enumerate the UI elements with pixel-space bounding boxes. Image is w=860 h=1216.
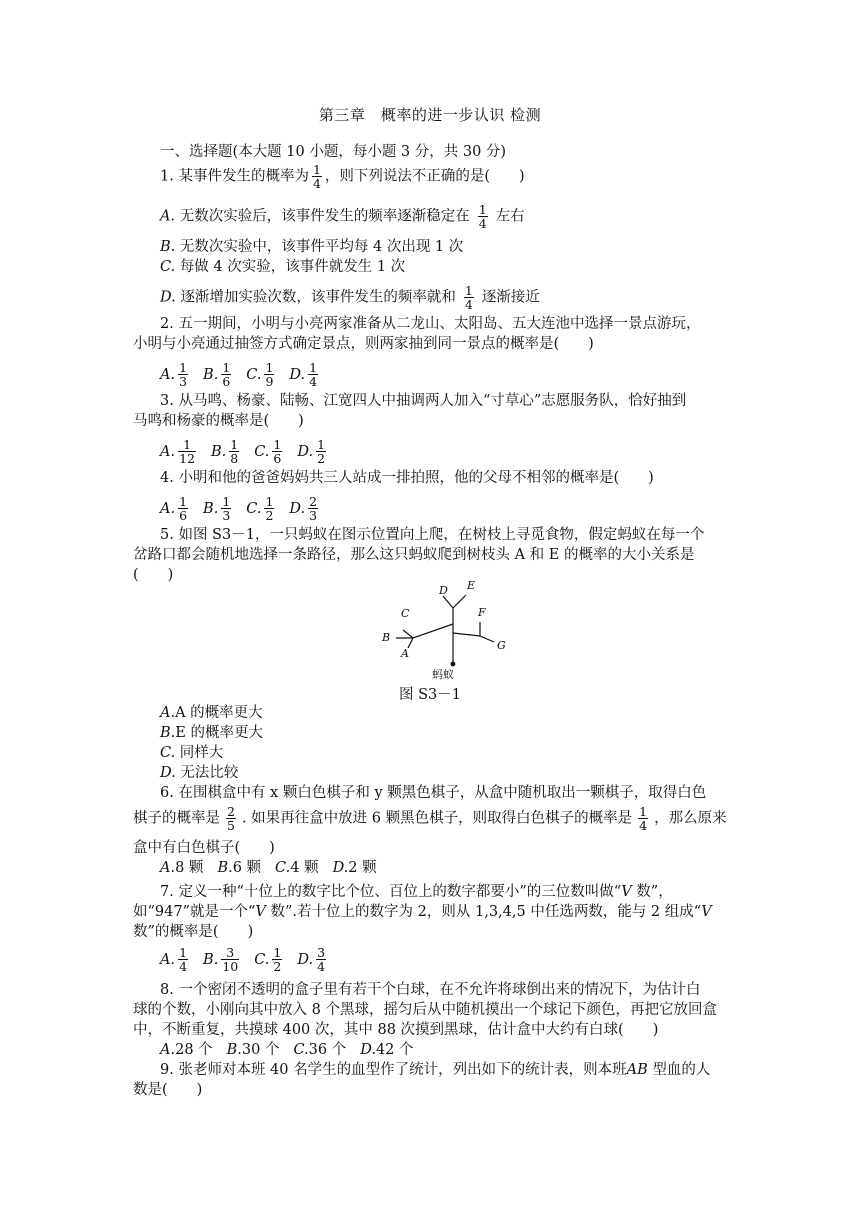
question-1-option-c: [160, 257, 740, 277]
question-3-line-1: 3. 从马鸣、杨豪、陆畅、江宽四人中抽调两人加入“寸草心”志愿服务队，恰好抽到: [160, 393, 687, 409]
option-label: C.: [246, 366, 262, 383]
question-1-option-a: [160, 203, 740, 230]
question-1-option-b: [160, 237, 740, 257]
text: ，那么原来: [654, 810, 727, 827]
question-7-options: [160, 946, 740, 973]
label-d: D: [439, 584, 448, 597]
option-label: A.: [160, 860, 176, 876]
option-a: [160, 437, 199, 466]
numerator: 1: [317, 437, 326, 452]
option-d: [333, 860, 377, 876]
numerator: 1: [222, 494, 231, 509]
fraction: [316, 438, 326, 465]
tree-branch-diagram: [370, 578, 520, 682]
fraction: [264, 495, 274, 522]
option-label: B.: [160, 239, 176, 255]
fraction: [178, 495, 188, 522]
numerator: 1: [222, 360, 231, 375]
question-6-line-1: 6. 在围棋盒中有 x 颗白色棋子和 y 颗黑色棋子，从盒中随机取出一颗棋子，取得白色: [160, 785, 707, 801]
v-letter: V: [701, 904, 712, 920]
text: ，则下列说法不正确的是( ): [324, 168, 525, 185]
option-a: [160, 360, 191, 389]
question-5-line-3: ( ): [133, 567, 174, 583]
option-a: [160, 494, 191, 523]
option-c: [254, 945, 285, 974]
question-5-option-c: [160, 743, 740, 763]
text: 棋子的概率是: [133, 810, 220, 827]
v-letter: V: [255, 904, 266, 920]
option-c: [246, 360, 277, 389]
label-e: E: [467, 579, 476, 592]
numerator: 1: [639, 804, 648, 819]
option-label: A.: [160, 705, 176, 721]
ab-letters: AB: [626, 1062, 648, 1078]
option-label: D.: [160, 765, 176, 781]
fraction: [229, 438, 239, 465]
denominator: 3: [222, 508, 231, 523]
fraction: [221, 361, 231, 388]
option-text: 无数次实验中，该事件平均每 4 次出现 1 次: [179, 239, 464, 255]
numerator: 1: [179, 945, 188, 960]
option-label: A.: [160, 500, 176, 517]
option-b: [217, 860, 261, 876]
option-label: C.: [254, 443, 270, 460]
question-5-option-a: [160, 703, 740, 723]
v-letter: V: [621, 884, 632, 900]
option-label: D.: [160, 289, 176, 306]
numerator: 1: [183, 437, 192, 452]
option-text: 无法比较: [180, 765, 239, 781]
fraction: [316, 946, 326, 973]
fraction: [638, 805, 648, 832]
denominator: 4: [179, 959, 188, 974]
numerator: 1: [273, 437, 282, 452]
option-d: [297, 437, 329, 466]
option-text: A 的概率更大: [175, 705, 263, 721]
option-label: B.: [160, 725, 176, 741]
text: 9. 张老师对本班 40 名学生的血型作了统计，列出如下的统计表，则本班: [160, 1062, 627, 1078]
text: 数”，: [631, 884, 673, 900]
question-1-option-d: [160, 284, 740, 311]
section-heading: 一、选择题(本大题 10 小题，每小题 3 分，共 30 分): [160, 144, 507, 160]
question-7-line-1: [160, 882, 740, 902]
option-a: [160, 945, 191, 974]
option-label: A.: [160, 208, 176, 225]
numerator: 2: [227, 804, 235, 819]
option-b: [227, 1042, 280, 1058]
fraction: [308, 361, 318, 388]
denominator: 9: [265, 374, 274, 389]
text: . 如果再往盒中放进 6 颗黑色棋子，则取得白色棋子的概率是: [241, 810, 633, 827]
denominator: 3: [179, 374, 188, 389]
option-label: B.: [211, 443, 227, 460]
option-label: A.: [160, 951, 176, 968]
option-text: 无数次实验后，该事件发生的频率逐渐稳定在: [179, 208, 470, 225]
question-3-line-2: 马鸣和杨豪的概率是( ): [133, 413, 304, 429]
option-d: [297, 945, 329, 974]
denominator: 6: [273, 451, 282, 466]
option-text: 28 个: [175, 1042, 213, 1058]
option-label: A.: [160, 1042, 176, 1058]
label-a: A: [401, 647, 409, 660]
numerator: 3: [317, 945, 326, 960]
question-9-line-2: 数是( ): [133, 1082, 203, 1098]
denominator: 4: [312, 176, 321, 191]
numerator: 2: [309, 494, 318, 509]
text: 型血的人: [647, 1062, 711, 1078]
denominator: 4: [309, 374, 318, 389]
option-label: B.: [226, 1042, 242, 1058]
question-5-line-2: 岔路口都会随机地选择一条路径，那么这只蚂蚁爬到树枝头 A 和 E 的概率的大小关系是: [133, 547, 695, 563]
fraction: [464, 284, 474, 311]
numerator: 1: [265, 360, 274, 375]
option-c: [275, 860, 319, 876]
option-d: [289, 360, 321, 389]
question-1-stem: [160, 163, 740, 190]
numerator: 1: [478, 202, 487, 217]
fraction: [478, 203, 488, 230]
fraction: [272, 946, 282, 973]
option-text: 每做 4 次实验，该事件就发生 1 次: [179, 259, 406, 275]
numerator: 1: [230, 437, 239, 452]
fraction: [312, 163, 322, 190]
numerator: 1: [309, 360, 318, 375]
text: 1. 某事件发生的概率为: [160, 168, 309, 185]
option-text: 30 个: [241, 1042, 280, 1058]
option-label: B.: [203, 951, 219, 968]
question-2-line-2: 小明与小亮通过抽签方式确定景点，则两家抽到同一景点的概率是( ): [133, 336, 594, 352]
option-label: D.: [289, 500, 306, 517]
option-text: 42 个: [375, 1042, 414, 1058]
option-label: D.: [332, 860, 349, 876]
option-b: [211, 437, 242, 466]
option-label: A.: [160, 443, 176, 460]
option-label: B.: [203, 500, 219, 517]
branch-c: [403, 630, 413, 638]
denominator: 3: [309, 508, 318, 523]
ant-dot: [451, 662, 456, 667]
denominator: 4: [478, 216, 487, 231]
label-f: F: [478, 606, 486, 619]
denominator: 4: [639, 818, 648, 833]
option-label: D.: [297, 443, 314, 460]
option-d: [289, 494, 321, 523]
option-b: [203, 945, 242, 974]
question-8-options: [160, 1040, 740, 1060]
question-6-line-2: [133, 804, 727, 833]
denominator: 4: [464, 297, 473, 312]
question-7-line-2: [133, 902, 713, 922]
text: 数”.若十位上的数字为 2，则从 1,3,4,5 中任选两数，能与 2 组成“: [265, 904, 702, 920]
question-7-line-3: 数”的概率是( ): [133, 924, 254, 940]
question-6-line-3: 盒中有白色棋子( ): [133, 840, 275, 856]
denominator: 5: [227, 818, 235, 833]
question-5-option-d: [160, 763, 740, 783]
option-c: [254, 437, 285, 466]
question-2-options: [160, 361, 740, 388]
option-label: C.: [293, 1042, 309, 1058]
denominator: 4: [317, 959, 326, 974]
option-label: D.: [360, 1042, 376, 1058]
label-ant: 蚂蚁: [432, 668, 454, 681]
option-a: [160, 1042, 213, 1058]
option-label: C.: [160, 259, 176, 275]
question-4-options: [160, 495, 740, 522]
right-branch: [453, 633, 480, 636]
fraction: [226, 805, 236, 832]
option-label: D.: [297, 951, 314, 968]
question-8-line-2: 球的个数，小刚向其中放入 8 个黑球，摇匀后从中随机摸出一个球记下颜色，再把它放回盒: [133, 1002, 717, 1018]
fraction: [178, 438, 196, 465]
option-b: [203, 360, 234, 389]
question-3-options: [160, 438, 740, 465]
denominator: 2: [273, 959, 282, 974]
fraction: [264, 361, 274, 388]
label-b: B: [382, 631, 391, 644]
branch-e: [453, 595, 466, 608]
numerator: 1: [464, 283, 473, 298]
denominator: 6: [222, 374, 231, 389]
question-2-line-1: 2. 五一期间，小明与小亮两家准备从二龙山、太阳岛、五大连池中选择一景点游玩，: [160, 316, 701, 332]
question-5-option-b: [160, 723, 740, 743]
fraction: [178, 946, 188, 973]
denominator: 10: [222, 959, 239, 974]
branch-d: [443, 596, 453, 608]
numerator: 1: [179, 360, 188, 375]
fraction: [221, 495, 231, 522]
denominator: 2: [265, 508, 274, 523]
numerator: 3: [226, 945, 235, 960]
option-label: C.: [275, 860, 291, 876]
branch-g: [480, 636, 494, 642]
option-text: E 的概率更大: [175, 725, 263, 741]
denominator: 12: [179, 451, 195, 466]
fraction: [221, 946, 239, 973]
option-text: 2 颗: [348, 860, 377, 876]
option-label: C.: [254, 951, 270, 968]
option-text: 4 颗: [290, 860, 319, 876]
option-text: 8 颗: [175, 860, 204, 876]
left-branch: [413, 624, 453, 638]
option-c: [293, 1042, 346, 1058]
option-d: [360, 1042, 413, 1058]
option-c: [246, 494, 277, 523]
question-9-line-1: [160, 1060, 740, 1080]
numerator: 1: [265, 494, 274, 509]
option-text: 同样大: [179, 745, 224, 761]
option-label: B.: [217, 860, 233, 876]
option-label: C.: [246, 500, 262, 517]
denominator: 8: [230, 451, 239, 466]
option-text: 逐渐增加实验次数，该事件发生的频率就和: [180, 289, 456, 306]
text: 7. 定义一种“十位上的数字比个位、百位上的数字都要小”的三位数叫做“: [160, 884, 622, 900]
fraction: [178, 361, 188, 388]
option-text: 36 个: [308, 1042, 347, 1058]
option-label: D.: [289, 366, 306, 383]
option-label: C.: [160, 745, 176, 761]
question-8-line-1: 8. 一个密闭不透明的盒子里有若干个白球，在不允许将球倒出来的情况下，为估计白: [160, 982, 701, 998]
denominator: 6: [179, 508, 188, 523]
numerator: 1: [312, 162, 321, 177]
page-title: 第三章 概率的进一步认识 检测: [318, 106, 542, 124]
option-text: 6 颗: [232, 860, 262, 876]
fraction: [272, 438, 282, 465]
option-b: [203, 494, 234, 523]
option-text: 逐渐接近: [481, 289, 540, 306]
option-label: A.: [160, 366, 176, 383]
denominator: 2: [317, 451, 326, 466]
option-label: B.: [203, 366, 219, 383]
label-g: G: [497, 639, 506, 652]
question-8-line-3: 中，不断重复，共摸球 400 次，其中 88 次摸到黑球，估计盒中大约有白球( ): [133, 1022, 659, 1038]
fraction: [308, 495, 318, 522]
figure-caption: 图 S3－1: [399, 687, 461, 703]
question-4-line-1: 4. 小明和他的爸爸妈妈共三人站成一排拍照，他的父母不相邻的概率是( ): [160, 470, 654, 486]
text: 如“947”就是一个“: [133, 904, 256, 920]
numerator: 1: [273, 945, 282, 960]
numerator: 1: [179, 494, 188, 509]
option-a: [160, 860, 203, 876]
question-6-options: [160, 858, 740, 878]
question-5-line-1: 5. 如图 S3－1，一只蚂蚁在图示位置向上爬，在树枝上寻觅食物，假定蚂蚁在每一个: [160, 527, 705, 543]
label-c: C: [401, 607, 410, 620]
option-text: 左右: [495, 208, 525, 225]
